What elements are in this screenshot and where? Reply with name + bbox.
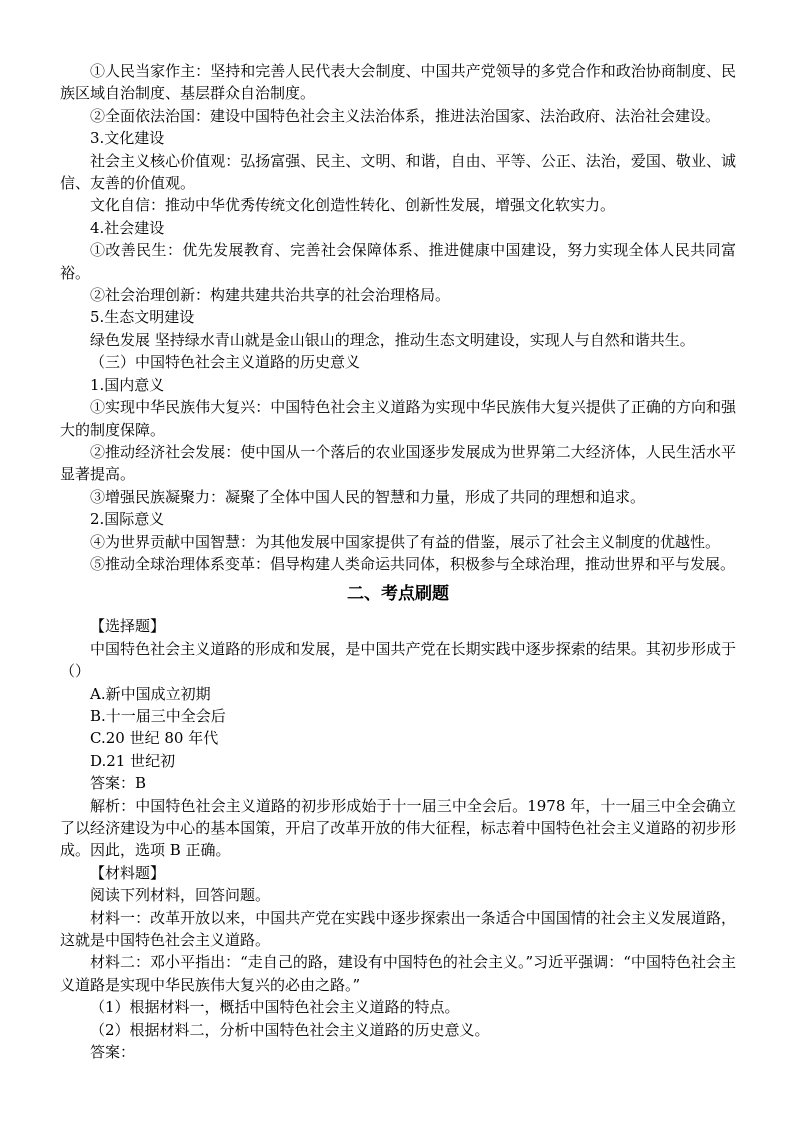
answer: 答案：B — [90, 774, 147, 793]
paragraph: ②推动经济社会发展：使中国从一个落后的农业国逐步发展成为世界第二大经济体，人民生活水平显著提高。 — [60, 442, 736, 484]
paragraph: ⑤推动全球治理体系变革：倡导构建人类命运共同体，积极参与全球治理，推动世界和平与发展。 — [90, 554, 736, 573]
paragraph: ②社会治理创新：构建共建共治共享的社会治理格局。 — [90, 286, 451, 305]
subheading: （三）中国特色社会主义道路的历史意义 — [90, 353, 361, 372]
paragraph: 社会主义核心价值观：弘扬富强、民主、文明、和谐，自由、平等、公正、法治，爱国、敬业、诚信、友善的价值观。 — [60, 151, 736, 193]
section-heading: 二、考点刷题 — [347, 584, 449, 605]
subheading: 3.文化建设 — [90, 129, 165, 148]
question-2: （2）根据材料二，分析中国特色社会主义道路的历史意义。 — [90, 1020, 490, 1039]
question-1: （1）根据材料一，概括中国特色社会主义道路的特点。 — [90, 998, 460, 1017]
paragraph: ①改善民生：优先发展教育、完善社会保障体系、推进健康中国建设，努力实现全体人民共同富裕。 — [60, 241, 736, 282]
paragraph: ②全面依法治国：建设中国特色社会主义法治体系，推进法治国家、法治政府、法治社会建设。 — [90, 106, 721, 125]
document-page — [60, 60, 736, 1063]
explanation: 解析：中国特色社会主义道路的初步形成始于十一届三中全会后。1978 年，十一届三中全会确立了以经济建设为中心的基本国策，开启了改革开放的伟大征程，标志着中国特色社会主义道路的初步形成。因此，选项 B 正确。 — [60, 796, 736, 860]
option-b: B.十一届三中全会后 — [90, 706, 226, 725]
paragraph: ①实现中华民族伟大复兴：中国特色社会主义道路为实现中华民族伟大复兴提供了正确的方向和强大的制度保障。 — [60, 398, 736, 439]
paragraph: ④为世界贡献中国智慧：为其他发展中国家提供了有益的借鉴，展示了社会主义制度的优越性。 — [90, 532, 721, 551]
instruction: 阅读下列材料，回答问题。 — [90, 886, 271, 905]
subheading: 4.社会建设 — [90, 218, 165, 237]
paragraph: 绿色发展 坚持绿水青山就是金山银山的理念，推动生态文明建设，实现人与自然和谐共生。 — [90, 330, 695, 349]
material-one: 材料一：改革开放以来，中国共产党在实践中逐步探索出一条适合中国国情的社会主义发展道路，这就是中国特色社会主义道路。 — [60, 908, 736, 950]
question-stem: 中国特色社会主义道路的形成和发展，是中国共产党在长期实践中逐步探索的结果。其初步形成于（） — [60, 639, 736, 681]
question-type-label: 【材料题】 — [90, 863, 166, 882]
paragraph: 文化自信：推动中华优秀传统文化创造性转化、创新性发展，增强文化软实力。 — [90, 196, 616, 215]
subheading: 5.生态文明建设 — [90, 308, 195, 327]
material-two: 材料二：邓小平指出：“走自己的路，建设有中国特色的社会主义。”习近平强调：“中国特色社会主义道路是实现中华民族伟大复兴的必由之路。” — [60, 953, 736, 994]
question-type-label: 【选择题】 — [90, 617, 166, 636]
option-d: D.21 世纪初 — [90, 751, 176, 770]
option-a: A.新中国成立初期 — [90, 684, 211, 703]
option-c: C.20 世纪 80 年代 — [90, 729, 219, 748]
paragraph: ①人民当家作主：坚持和完善人民代表大会制度、中国共产党领导的多党合作和政治协商制度、民族区域自治制度、基层群众自治制度。 — [60, 62, 736, 103]
paragraph: ③增强民族凝聚力：凝聚了全体中国人民的智慧和力量，形成了共同的理想和追求。 — [90, 487, 646, 506]
answer-label: 答案： — [90, 1043, 136, 1062]
subheading: 1.国内意义 — [90, 375, 165, 394]
subheading: 2.国际意义 — [90, 510, 165, 529]
